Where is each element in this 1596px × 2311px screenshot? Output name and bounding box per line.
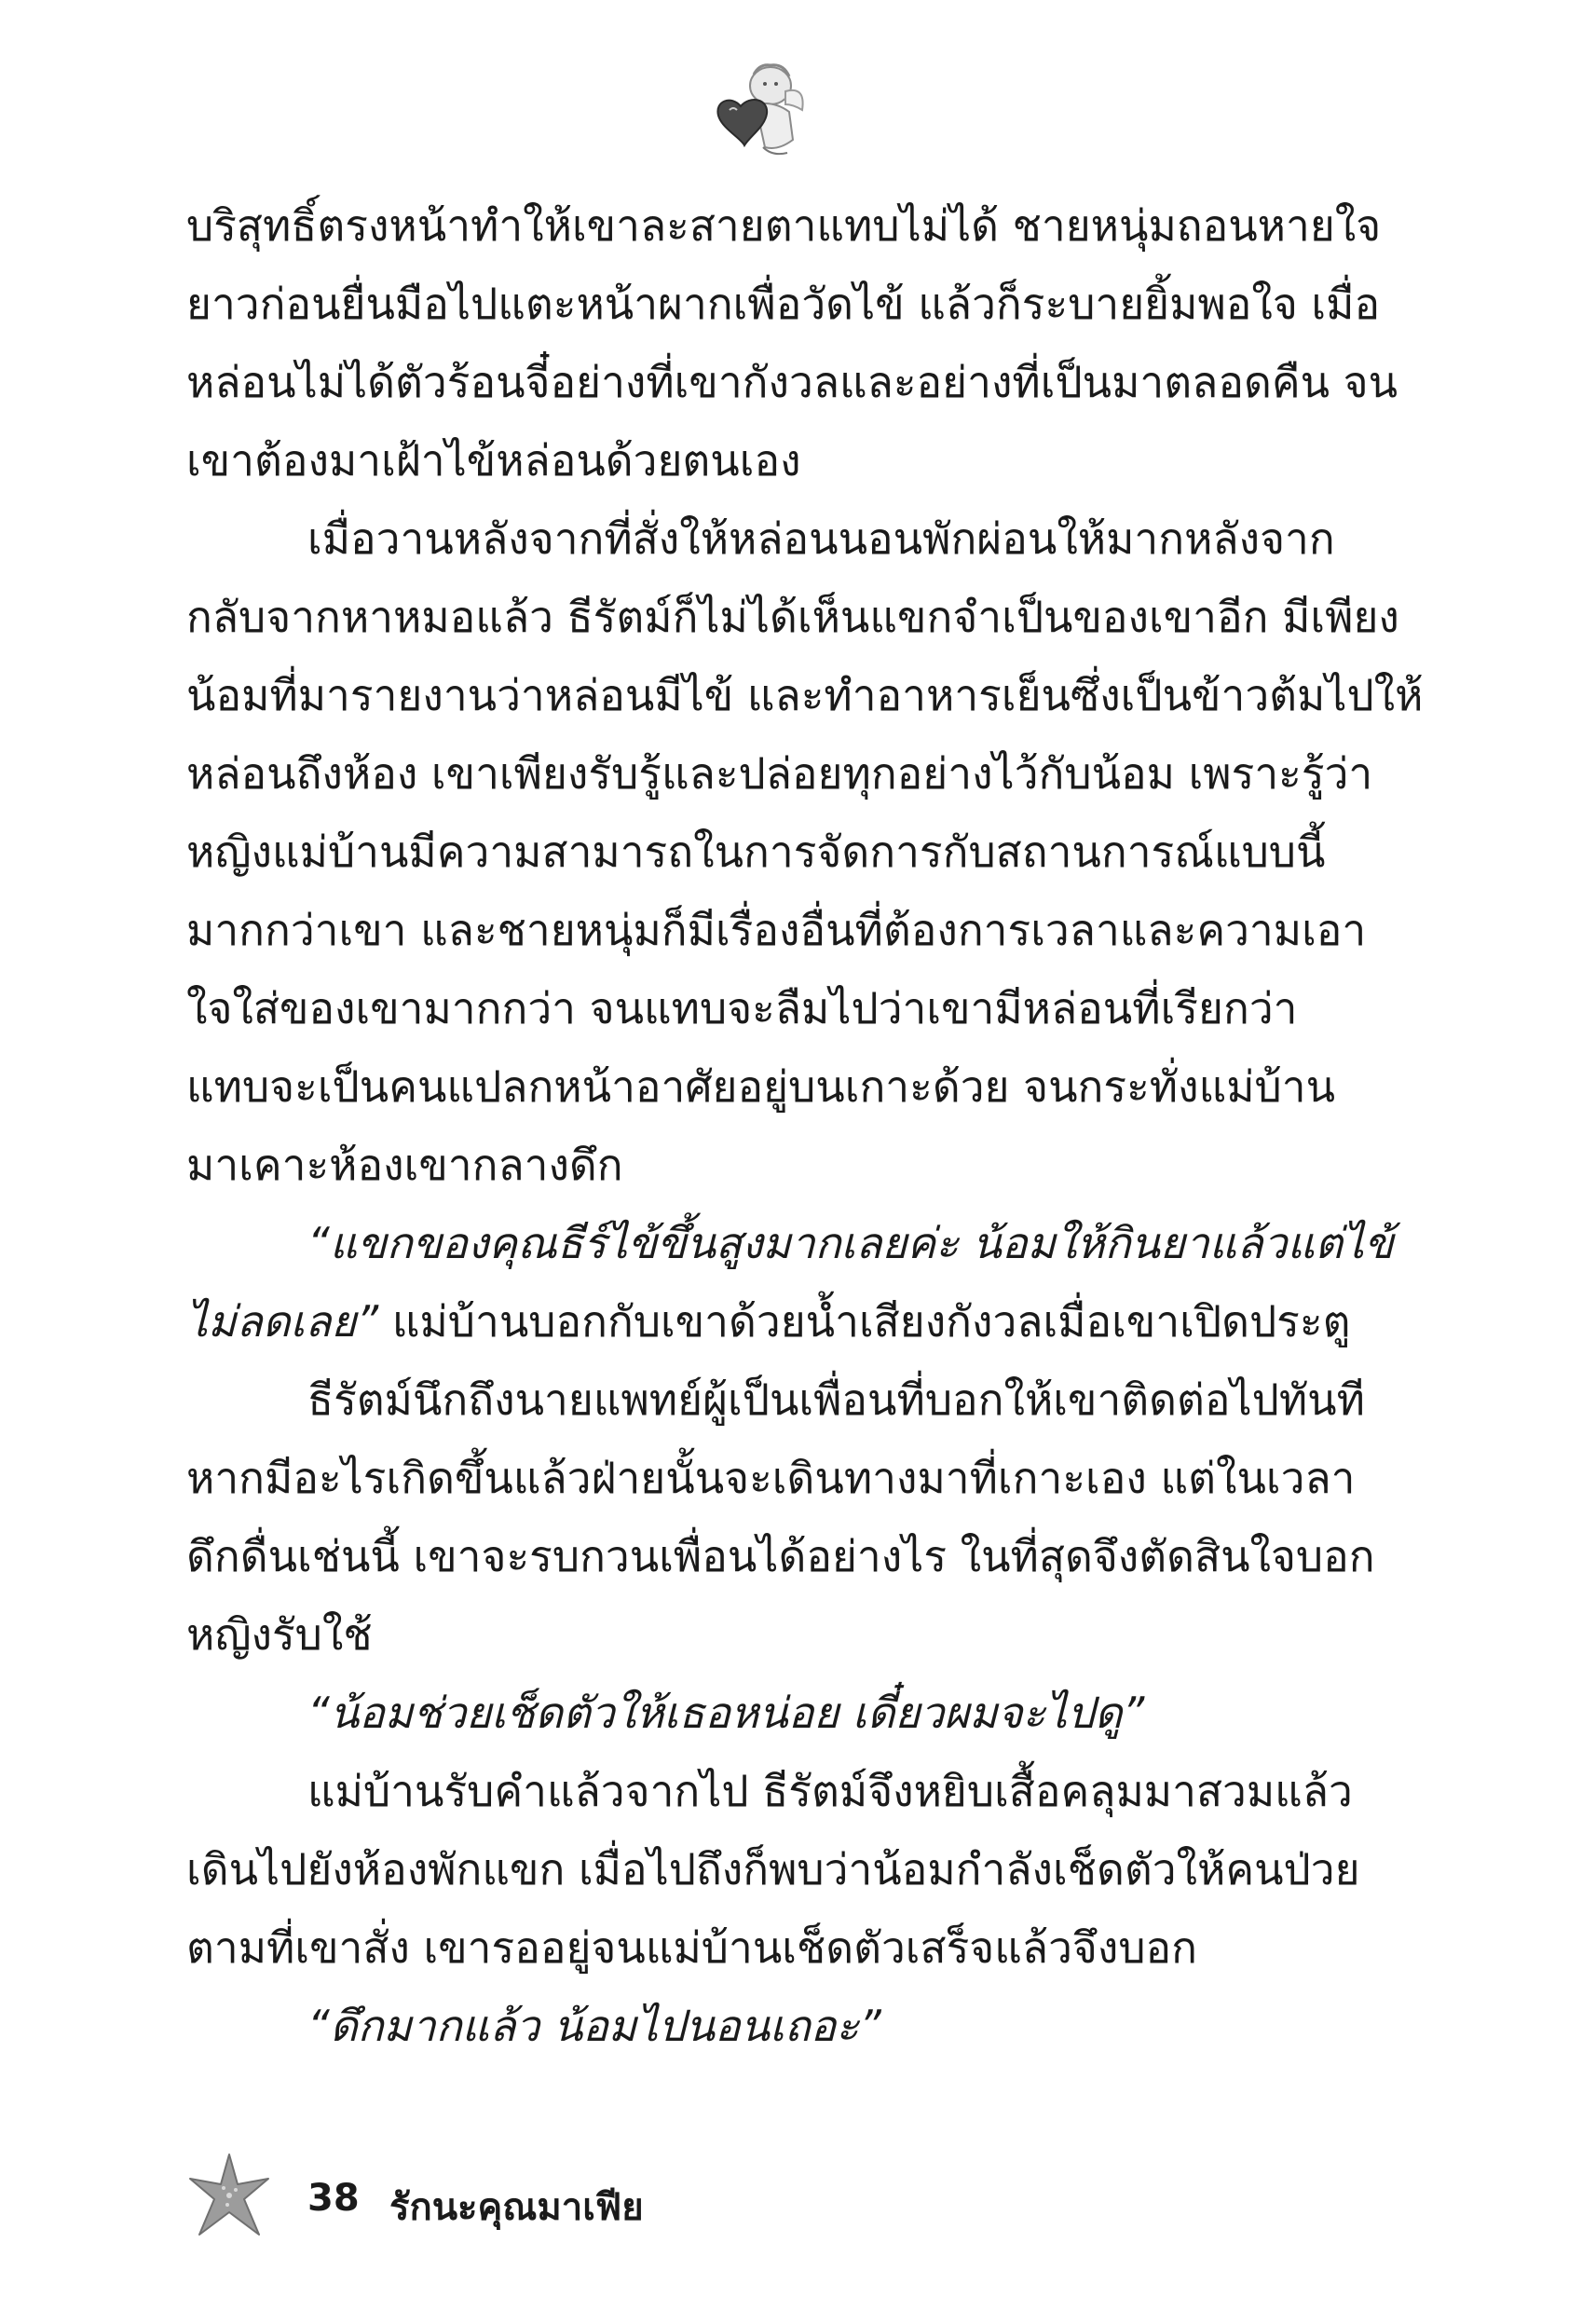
narration-fragment: แม่บ้านบอกกับเขาด้วยน้ำเสียงกังวลเมื่อเขาเปิดประตู: [378, 1296, 1351, 1347]
text-line: แทบจะเป็นคนแปลกหน้าอาศัยอยู่บนเกาะด้วย จนกระทั่งแม่บ้าน: [186, 1061, 1336, 1112]
text-line: หากมีอะไรเกิดขึ้นแล้วฝ่ายนั้นจะเดินทางมาที่เกาะเอง แต่ในเวลา: [186, 1453, 1356, 1503]
text-line: ดึกดื่นเช่นนี้ เขาจะรบกวนเพื่อนได้อย่างไร ในที่สุดจึงตัดสินใจบอก: [186, 1531, 1375, 1581]
text-line: เมื่อวานหลังจากที่สั่งให้หล่อนนอนพักผ่อนให้มากหลังจาก: [307, 513, 1335, 564]
starfish-icon: [186, 2151, 272, 2240]
text-line: แม่บ้านรับคำแล้วจากไป ธีรัตม์จึงหยิบเสื้อคลุมมาสวมแล้ว: [307, 1766, 1353, 1816]
book-title: รักนะคุณมาเฟีย: [389, 2186, 644, 2229]
text-line: หญิงแม่บ้านมีความสามารถในการจัดการกับสถานการณ์แบบนี้: [186, 827, 1326, 877]
text-line: มาเคาะห้องเขากลางดึก: [186, 1140, 623, 1190]
cupid-heart-icon: [703, 58, 815, 160]
dialogue-line: “แขกของคุณธีร์ไข้ขึ้นสูงมากเลยค่ะ น้อมให้กินยาแล้วแต่ไข้: [307, 1218, 1394, 1268]
dialogue-line: “น้อมช่วยเช็ดตัวให้เธอหน่อย เดี๋ยวผมจะไปดู”: [307, 1688, 1145, 1738]
page-footer: [186, 2151, 839, 2253]
text-line: ยาวก่อนยื่นมือไปแตะหน้าผากเพื่อวัดไข้ แล้วก็ระบายยิ้มพอใจ เมื่อ: [186, 279, 1381, 329]
dialogue-fragment: ไม่ลดเลย”: [186, 1296, 379, 1347]
body-text: [186, 186, 1424, 2065]
text-line: ธีรัตม์นึกถึงนายแพทย์ผู้เป็นเพื่อนที่บอกให้เขาติดต่อไปทันที: [307, 1374, 1365, 1425]
text-line: เดินไปยังห้องพักแขก เมื่อไปถึงก็พบว่าน้อมกำลังเช็ดตัวให้คนป่วย: [186, 1844, 1360, 1894]
text-line: ใจใส่ของเขามากกว่า จนแทบจะลืมไปว่าเขามีหล่อนที่เรียกว่า: [186, 983, 1298, 1033]
text-line: หล่อนถึงห้อง เขาเพียงรับรู้และปล่อยทุกอย่างไว้กับน้อม เพราะรู้ว่า: [186, 748, 1373, 799]
text-line: [186, 1282, 1351, 1361]
text-line: บริสุทธิ์ตรงหน้าทำให้เขาละสายตาแทบไม่ได้ ชายหนุ่มถอนหายใจ: [186, 200, 1382, 251]
dialogue-line: “ดึกมากแล้ว น้อมไปนอนเถอะ”: [307, 2001, 881, 2051]
page-number: 38: [307, 2177, 360, 2220]
text-line: ตามที่เขาสั่ง เขารออยู่จนแม่บ้านเช็ดตัวเสร็จแล้วจึงบอก: [186, 1922, 1197, 1973]
text-line: มากกว่าเขา และชายหนุ่มก็มีเรื่องอื่นที่ต้องการเวลาและความเอา: [186, 905, 1367, 955]
text-line: หญิงรับใช้: [186, 1609, 373, 1660]
text-line: กลับจากหาหมอแล้ว ธีรัตม์ก็ไม่ได้เห็นแขกจำเป็นของเขาอีก มีเพียง: [186, 592, 1399, 642]
text-line: เขาต้องมาเฝ้าไข้หล่อนด้วยตนเอง: [186, 435, 801, 485]
text-line: น้อมที่มารายงานว่าหล่อนมีไข้ และทำอาหารเย็นซึ่งเป็นข้าวต้มไปให้: [186, 670, 1424, 720]
text-line: หล่อนไม่ได้ตัวร้อนจี๋อย่างที่เขากังวลและอย่างที่เป็นมาตลอดคืน จน: [186, 357, 1398, 407]
